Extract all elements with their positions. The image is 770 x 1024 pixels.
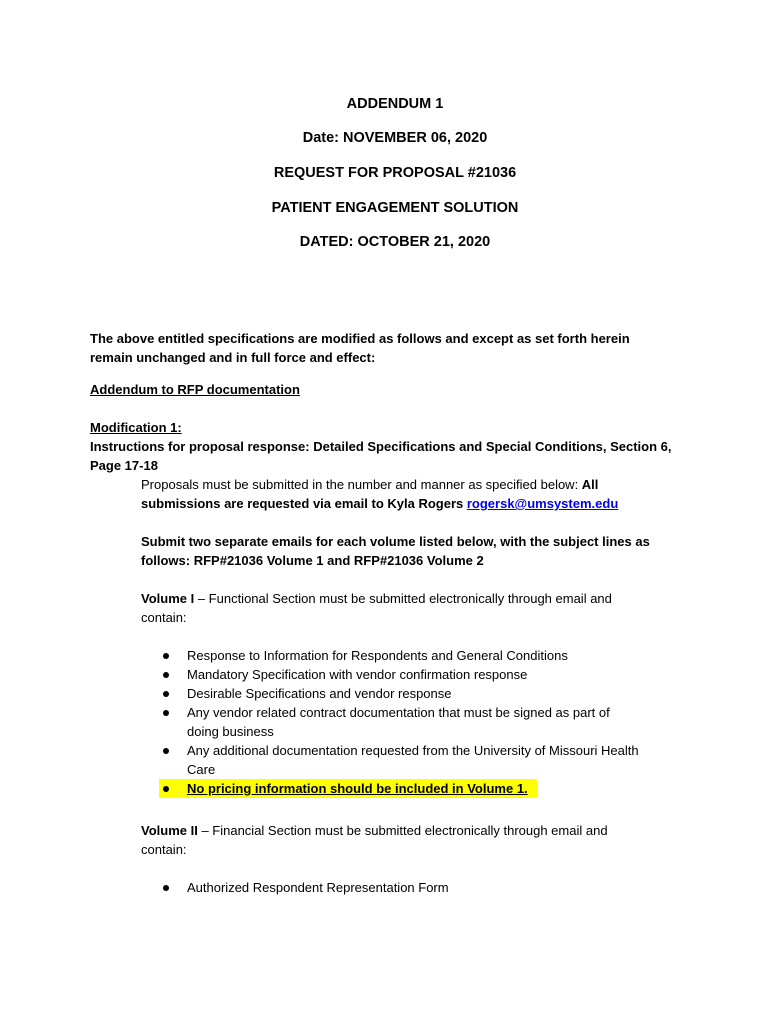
proposals-text: Proposals must be submitted in the number and manner as specified below:	[141, 477, 582, 492]
volume2-label: Volume II	[141, 823, 198, 838]
volume1-paragraph	[141, 589, 612, 627]
highlighted-list-item: No pricing information should be included in Volume 1.	[141, 779, 701, 798]
list-item: Desirable Specifications and vendor response	[141, 684, 701, 703]
proposals-bold-all: All	[581, 477, 599, 492]
bullet-icon	[163, 885, 169, 891]
submit-line-2: follows: RFP#21036 Volume 1 and RFP#21036 Volume 2	[141, 553, 484, 568]
rfp-number: REQUEST FOR PROPOSAL #21036	[273, 165, 517, 181]
list-item: Mandatory Specification with vendor confirmation response	[141, 665, 701, 684]
intro-paragraph	[90, 329, 630, 367]
instructions-line-2: Page 17-18	[90, 458, 158, 473]
addendum-heading: Addendum to RFP documentation	[90, 382, 300, 397]
list-item: Any vendor related contract documentation that must be signed as part of	[141, 703, 701, 722]
list-item-continuation: doing business	[187, 724, 274, 739]
bullet-icon	[163, 710, 169, 716]
bullet-icon	[163, 691, 169, 697]
list-item: Authorized Respondent Representation Form	[141, 878, 701, 897]
submit-line-1: Submit two separate emails for each volume listed below, with the subject lines as	[141, 534, 650, 549]
volume2-list	[141, 878, 701, 897]
intro-line-1: The above entitled specifications are modified as follows and except as set forth herein	[90, 331, 630, 346]
bullet-icon	[163, 672, 169, 678]
volume2-text: – Financial Section must be submitted electronically through email and	[197, 823, 608, 838]
volume1-list	[141, 646, 701, 798]
volume2-text-line-2: contain:	[141, 842, 187, 857]
bullet-icon	[163, 653, 169, 659]
intro-line-2: remain unchanged and in full force and effect:	[90, 350, 376, 365]
volume2-paragraph	[141, 821, 608, 859]
list-item-continuation: Care	[187, 762, 216, 777]
volume1-text: – Functional Section must be submitted electronically through email and	[194, 591, 612, 606]
list-item: Any additional documentation requested from the University of Missouri Health	[141, 741, 701, 760]
bullet-icon	[163, 748, 169, 754]
addendum-date: Date: NOVEMBER 06, 2020	[302, 130, 488, 146]
solution-title: PATIENT ENGAGEMENT SOLUTION	[271, 200, 519, 216]
proposals-paragraph	[141, 475, 618, 513]
email-link[interactable]: rogersk@umsystem.edu	[466, 496, 619, 511]
modification-section	[90, 418, 672, 475]
instructions-line-1: Instructions for proposal response: Detailed Specifications and Special Conditions, Section 6,	[90, 439, 672, 454]
proposals-bold-submissions: submissions are requested via email to Kyla Rogers	[141, 496, 467, 511]
volume1-label: Volume I	[141, 591, 195, 606]
bullet-icon	[163, 786, 169, 792]
volume1-text-line-2: contain:	[141, 610, 187, 625]
dated-line: DATED: OCTOBER 21, 2020	[299, 234, 491, 250]
list-item: Response to Information for Respondents and General Conditions	[141, 646, 701, 665]
modification-title: Modification 1:	[90, 420, 182, 435]
submit-paragraph	[141, 532, 650, 570]
addendum-title: ADDENDUM 1	[346, 96, 444, 112]
